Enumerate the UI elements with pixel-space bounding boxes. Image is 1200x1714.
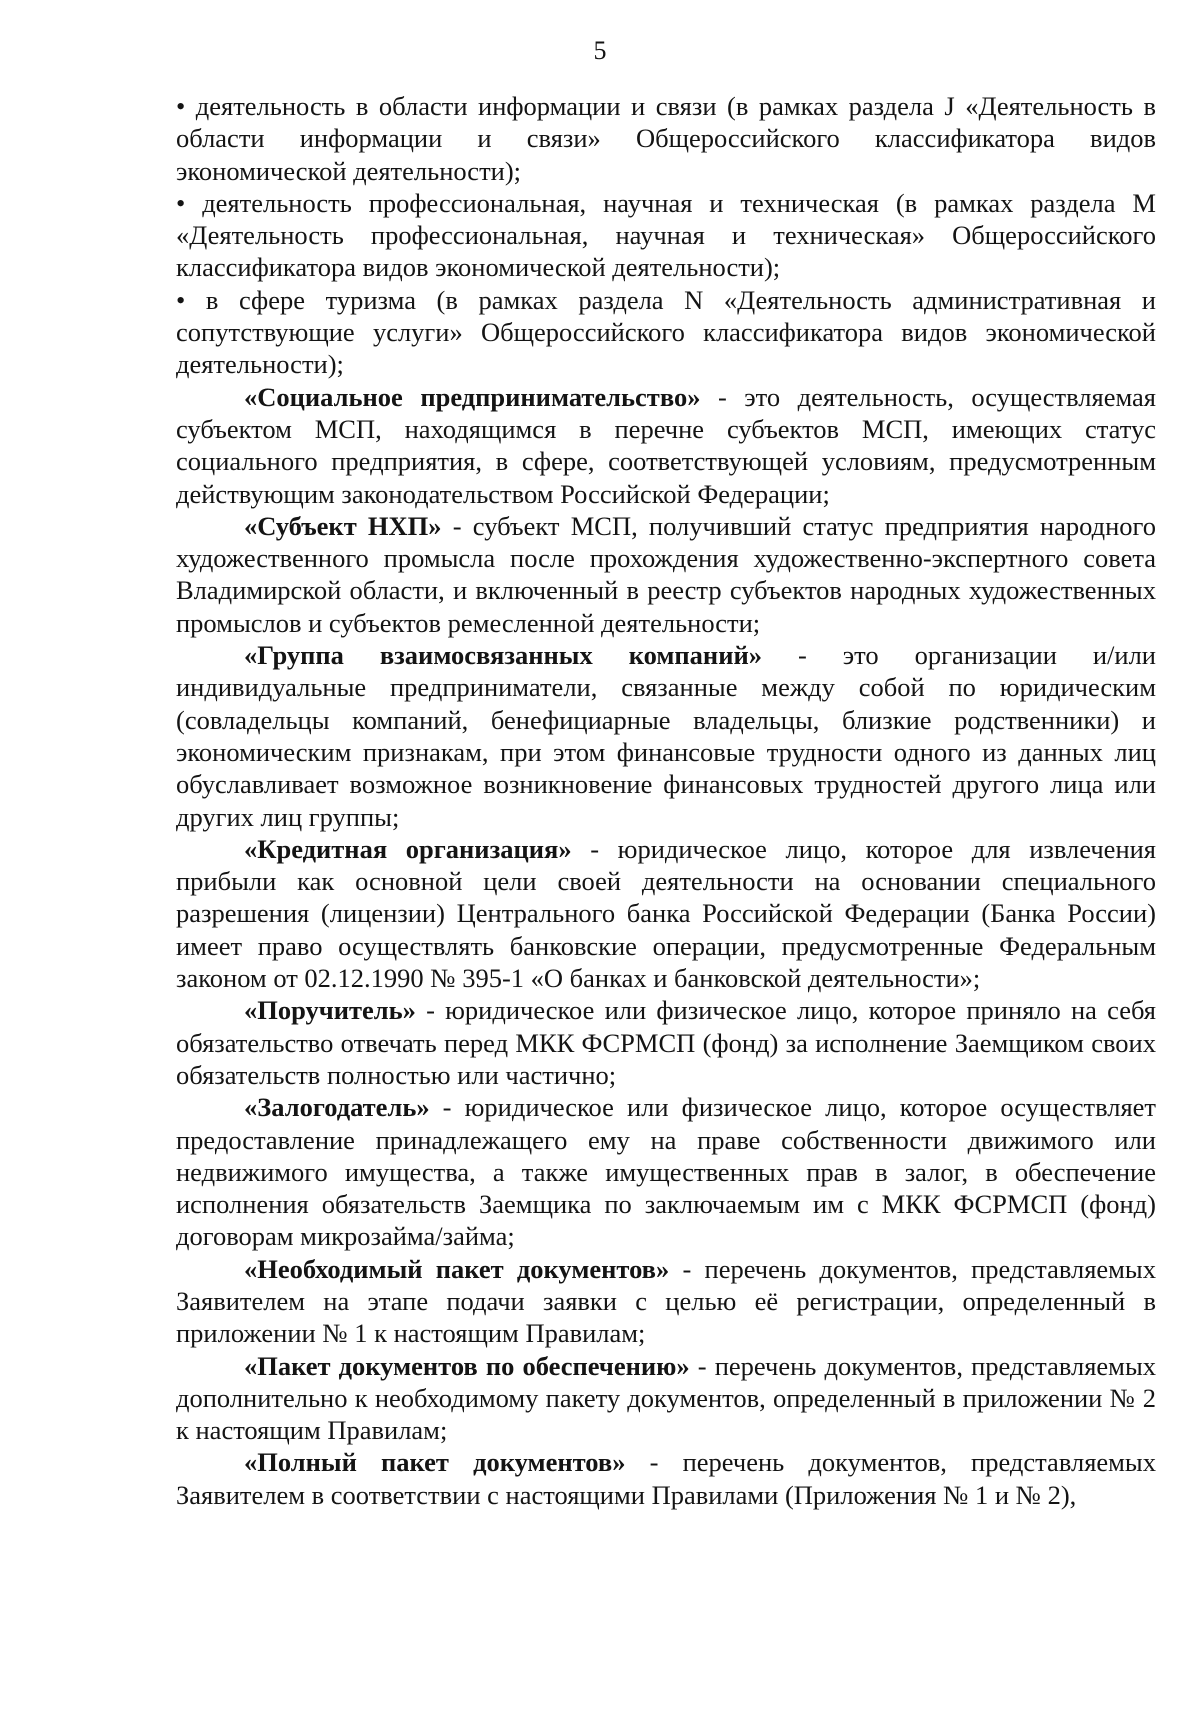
definition-paragraph: [176, 639, 1156, 833]
definition-text: - это организации и/или индивидуальные предприниматели, связанные между собой по юридическим (совладельцы компаний, бенефициарные владельцы, близкие родственники) и экономическим признакам, при этом финансовые трудности одного из данных лиц обуславливает возможное возникновение финансовых трудностей другого лица или других лиц группы;: [176, 640, 1156, 832]
bullet-item: • в сфере туризма (в рамках раздела N «Деятельность административная и сопутствующие услуги» Общероссийского классификатора видов экономической деятельности);: [176, 284, 1156, 380]
definition-term: «Полный пакет документов»: [244, 1447, 626, 1478]
definition-text: - субъект МСП, получивший статус предприятия народного художественного промысла после прохождения художественно-экспертного совета Владимирской области, и включенный в реестр субъектов народных художественных промыслов и субъектов ремесленной деятельности;: [176, 510, 1157, 638]
definition-text: - перечень документов, представляемых Заявителем на этапе подачи заявки с целью её регистрации, определенный в приложении № 1 к настоящим Правилам;: [176, 1253, 1156, 1349]
definition-term: «Залогодатель»: [244, 1092, 430, 1123]
definition-term: «Пакет документов по обеспечению»: [244, 1350, 690, 1381]
definition-paragraph: [176, 1253, 1156, 1350]
definition-paragraph: [176, 833, 1156, 994]
definition-paragraph: [176, 510, 1156, 639]
definition-term: «Социальное предпринимательство»: [244, 381, 701, 412]
definition-text: - юридическое или физическое лицо, которое приняло на себя обязательство отвечать перед МКК ФСРМСП (фонд) за исполнение Заемщиком своих обязательств полностью или частично;: [176, 995, 1156, 1090]
page-number: 5: [593, 36, 607, 65]
definition-text: - перечень документов, представляемых Заявителем в соответствии с настоящими Правилами (Приложения № 1 и № 2),: [176, 1447, 1156, 1510]
definition-paragraph: [176, 1350, 1156, 1447]
definition-text: - юридическое лицо, которое для извлечения прибыли как основной цели своей деятельности на основании специального разрешения (лицензии) Центрального банка Российской Федерации (Банка России) имеет право осуществлять банковские операции, предусмотренные Федеральным законом от 02.12.1990 № 395-1 «О банках и банковской деятельности»;: [176, 833, 1156, 994]
bullet-item: • деятельность в области информации и связи (в рамках раздела J «Деятельность в области информации и связи» Общероссийского классификатора видов экономической деятельности);: [176, 91, 1156, 186]
definition-term: «Субъект НХП»: [244, 510, 442, 541]
definition-paragraph: [176, 994, 1156, 1091]
definition-text: - перечень документов, представляемых дополнительно к необходимому пакету документов, определенный в приложении № 2 к настоящим Правилам;: [176, 1350, 1156, 1446]
document-body: [176, 90, 1156, 1511]
bullet-item: • деятельность профессиональная, научная и техническая (в рамках раздела M «Деятельность профессиональная, научная и техническая» Общероссийского классификатора видов экономической деятельности);: [176, 187, 1156, 283]
definition-term: «Группа взаимосвязанных компаний»: [244, 640, 762, 671]
definition-paragraph: [176, 1446, 1156, 1511]
definition-text: - юридическое или физическое лицо, которое осуществляет предоставление принадлежащего ему на праве собственности движимого или недвижимого имущества, а также имущественных прав в залог, в обеспечение исполнения обязательств Заемщика по заключаемым им с МКК ФСРМСП (фонд) договорам микрозайма/займа;: [176, 1092, 1156, 1252]
definition-term: «Поручитель»: [244, 995, 416, 1026]
definition-term: «Кредитная организация»: [244, 833, 572, 864]
definition-paragraph: [176, 381, 1156, 510]
definition-paragraph: [176, 1091, 1156, 1252]
definition-term: «Необходимый пакет документов»: [244, 1253, 670, 1284]
definition-text: - это деятельность, осуществляемая субъектом МСП, находящимся в перечне субъектов МСП, имеющих статус социального предприятия, в сфере, соответствующей условиям, предусмотренным действующим законодательством Российской Федерации;: [176, 381, 1156, 509]
